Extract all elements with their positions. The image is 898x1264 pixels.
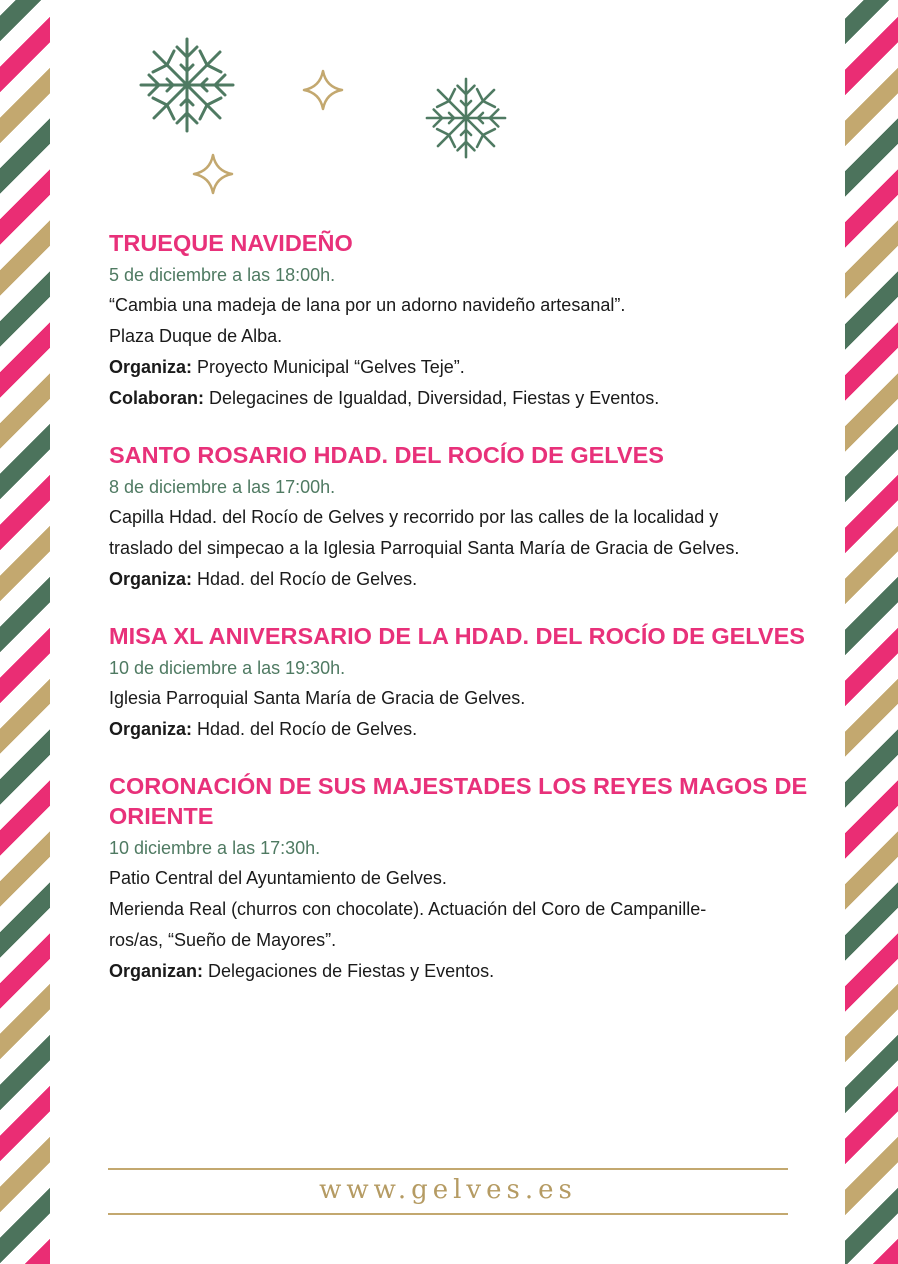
event-line: Iglesia Parroquial Santa María de Gracia de Gelves. (109, 688, 526, 708)
event-date: 8 de diciembre a las 17:00h. (109, 477, 336, 497)
events-list (109, 228, 829, 1013)
snowflake-icon (427, 79, 505, 157)
event-line: traslado del simpecao a la Iglesia Parroquial Santa María de Gracia de Gelves. (109, 538, 740, 558)
event-line: Colaboran: Delegacines de Igualdad, Diversidad, Fiestas y Eventos. (109, 388, 660, 408)
event-line: Plaza Duque de Alba. (109, 326, 283, 346)
event-line: ros/as, “Sueño de Mayores”. (109, 930, 337, 950)
event-coronacion-reyes (109, 771, 829, 987)
sparkle-star-icon (194, 155, 232, 193)
event-line: Organiza: Hdad. del Rocío de Gelves. (109, 569, 418, 589)
sparkle-star-icon (304, 71, 342, 109)
footer-website-link[interactable]: www.gelves.es (319, 1175, 577, 1205)
event-title: SANTO ROSARIO HDAD. DEL ROCÍO DE GELVES (109, 442, 664, 468)
event-line: Organizan: Delegaciones de Fiestas y Eventos. (109, 961, 495, 981)
event-title: MISA XL ANIVERSARIO DE LA HDAD. DEL ROCÍO DE GELVES (109, 623, 805, 649)
snowflake-icon (141, 39, 233, 131)
event-line: Organiza: Proyecto Municipal “Gelves Teje”. (109, 357, 465, 377)
event-title: TRUEQUE NAVIDEÑO (109, 230, 353, 256)
event-date: 10 diciembre a las 17:30h. (109, 838, 321, 858)
event-trueque (109, 228, 829, 414)
event-line: “Cambia una madeja de lana por un adorno navideño artesanal”. (109, 295, 626, 315)
event-line: Organiza: Hdad. del Rocío de Gelves. (109, 719, 418, 739)
footer-divider-bottom (108, 1213, 788, 1215)
event-santo-rosario (109, 440, 829, 595)
footer-divider-top (108, 1168, 788, 1170)
event-title: CORONACIÓN DE SUS MAJESTADES LOS REYES MAGOS DE ORIENTE (109, 773, 808, 829)
event-date: 10 de diciembre a las 19:30h. (109, 658, 346, 678)
event-line: Merienda Real (churros con chocolate). Actuación del Coro de Campanille- (109, 899, 707, 919)
event-misa-aniversario (109, 621, 829, 745)
christmas-decorations (0, 0, 898, 230)
event-line: Capilla Hdad. del Rocío de Gelves y recorrido por las calles de la localidad y (109, 507, 719, 527)
event-line: Patio Central del Ayuntamiento de Gelves. (109, 868, 447, 888)
event-date: 5 de diciembre a las 18:00h. (109, 265, 336, 285)
